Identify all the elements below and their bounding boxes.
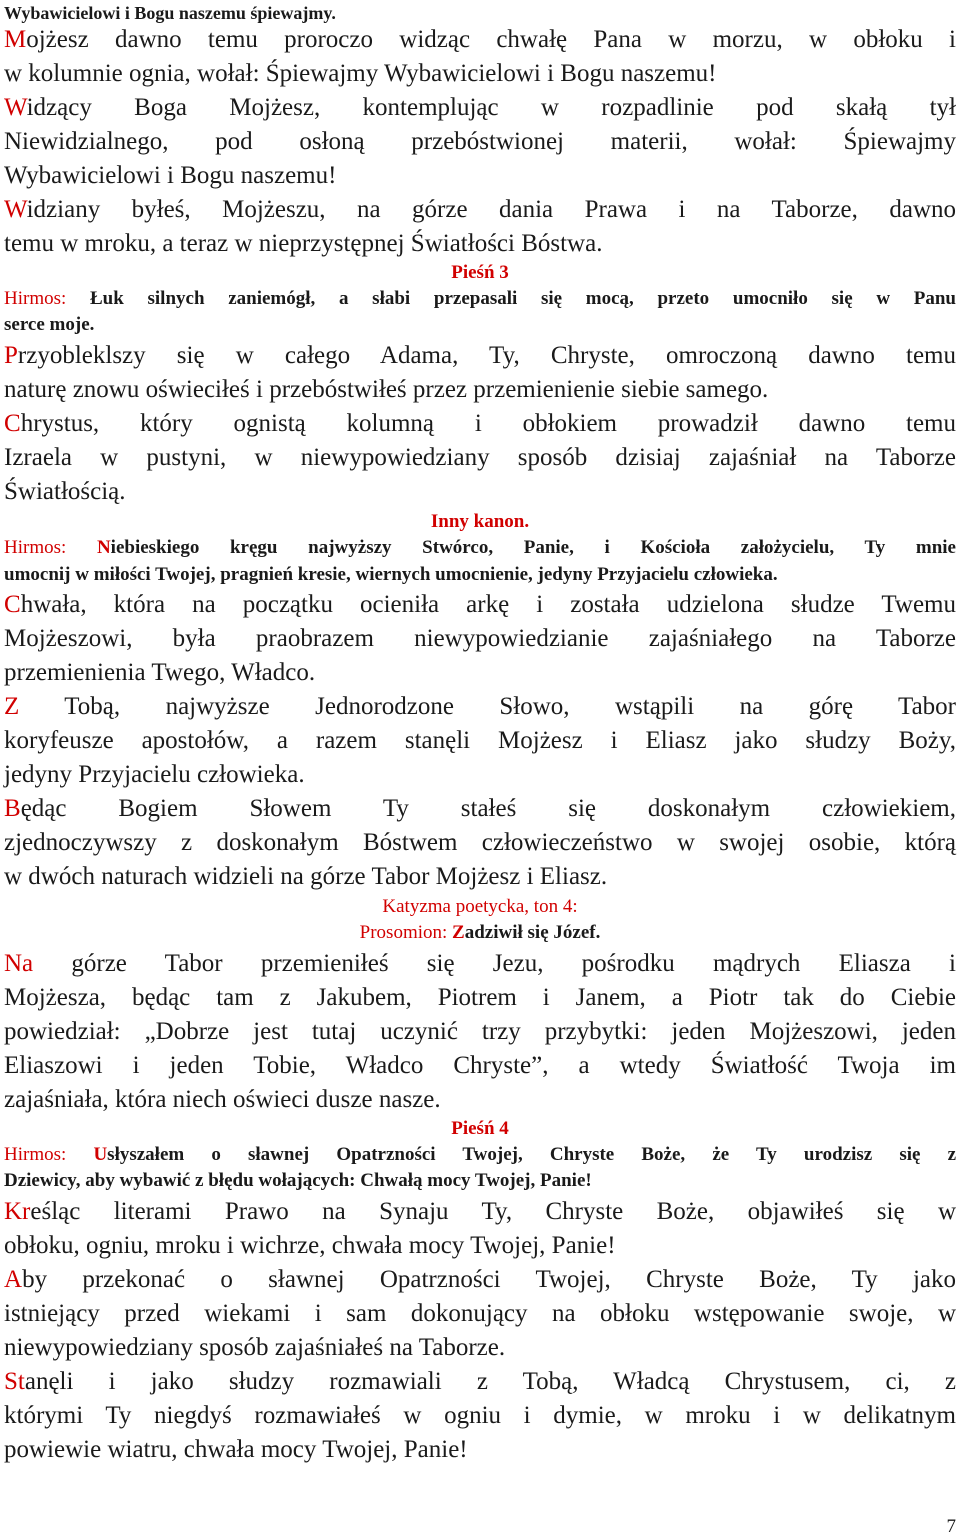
- text-run: istniejący przed wiekami i sam dokonujący na obłoku wstępowanie swoje, w: [4, 1300, 956, 1327]
- text-run: eśląc literami Prawo na Synaju Ty, Chryste Boże, objawiłeś się w: [30, 1198, 956, 1225]
- text-run: serce moje.: [4, 314, 95, 335]
- text-run: iebieskiego kręgu najwyższy Stwórco, Panie, i Kościoła założycielu, Ty mnie: [110, 537, 956, 558]
- text-line: [4, 1263, 956, 1297]
- text-run: jedyny Przyjacielu człowieka.: [4, 761, 305, 788]
- text-run: zajaśniała, która niech oświeci dusze nasze.: [4, 1086, 441, 1113]
- text-line: [4, 441, 956, 475]
- text-line: [4, 1195, 956, 1229]
- text-line: [4, 312, 956, 338]
- text-run: powiewie wiatru, chwała mocy Twojej, Panie!: [4, 1436, 468, 1463]
- text-line: [4, 339, 956, 373]
- text-run: W: [4, 196, 27, 223]
- text-line: [4, 1331, 956, 1365]
- text-run: Na: [4, 950, 34, 977]
- text-line: [4, 286, 956, 312]
- text-run: Hirmos:: [4, 537, 97, 558]
- text-run: Mojżesza, będąc tam z Jakubem, Piotrem i Janem, a Piotr tak do Ciebie: [4, 984, 956, 1011]
- text-run: Pieśń 4: [451, 1118, 509, 1139]
- text-run: Światłością.: [4, 478, 126, 505]
- text-line: [4, 1083, 956, 1117]
- text-line: [4, 91, 956, 125]
- text-run: ojżesz dawno temu proroczo widząc chwałę Pana w morzu, w obłoku i: [26, 26, 956, 53]
- text-run: Pieśń 3: [451, 262, 509, 283]
- text-run: niewypowiedziany sposób zajaśniałeś na Taborze.: [4, 1334, 506, 1361]
- text-run: C: [4, 410, 21, 437]
- text-run: temu w mroku, a teraz w nieprzystępnej Światłości Bóstwa.: [4, 230, 603, 257]
- text-run: powiedział: „Dobrze jest tutaj uczynić trzy przybytki: jeden Mojżeszowi, jeden: [4, 1018, 956, 1045]
- text-run: Izraela w pustyni, w niewypowiedziany sposób dzisiaj zajaśniał na Taborze: [4, 444, 956, 471]
- text-line: [4, 860, 956, 894]
- text-run: rzyobleklszy się w całego Adama, Ty, Chryste, omroczoną dawno temu: [17, 342, 956, 369]
- text-line: [4, 1015, 956, 1049]
- text-run: koryfeusze apostołów, a razem stanęli Mojżesz i Eliasz jako słudzy Boży,: [4, 727, 956, 754]
- text-line: [4, 981, 956, 1015]
- text-run: Mojżeszowi, była praobrazem niewypowiedzianie zajaśniałego na Taborze: [4, 625, 956, 652]
- text-run: U: [93, 1144, 108, 1165]
- text-run: St: [4, 1368, 25, 1395]
- text-line: [4, 23, 956, 57]
- text-line: [4, 656, 956, 690]
- text-run: M: [4, 26, 27, 53]
- text-line: [4, 792, 956, 826]
- text-line: [4, 1433, 956, 1467]
- text-run: przemienienia Twego, Władco.: [4, 659, 316, 686]
- text-run: umocnij w miłości Twojej, pragnień kresie, wiernych umocnienie, jedyny Przyjacielu człowieka.: [4, 564, 778, 585]
- text-run: Z: [452, 922, 465, 943]
- text-line: [4, 947, 956, 981]
- text-line: [4, 260, 956, 286]
- text-run: adziwił się Józef.: [464, 922, 601, 943]
- text-line: [4, 1399, 956, 1433]
- text-line: [4, 125, 956, 159]
- text-run: Łuk silnych zaniemógł, a słabi przepasali się mocą, przeto umocniło się w Panu: [89, 288, 957, 309]
- text-line: [4, 407, 956, 441]
- text-line: [4, 159, 956, 193]
- text-run: Prosomion:: [359, 922, 453, 943]
- text-run: P: [4, 342, 18, 369]
- text-run: Z: [4, 693, 20, 720]
- text-line: [4, 1297, 956, 1331]
- text-run: słyszałem o sławnej Opatrzności Twojej, Chryste Boże, że Ty urodzisz się z: [107, 1144, 957, 1165]
- text-run: Wybawicielowi i Bogu naszemu śpiewajmy.: [4, 3, 336, 23]
- text-run: Katyzma poetycka, ton 4:: [382, 896, 578, 917]
- text-run: górze Tabor przemieniłeś się Jezu, pośrodku mądrych Eliasza i: [33, 950, 956, 977]
- text-line: [4, 475, 956, 509]
- text-line: [4, 535, 956, 561]
- text-run: obłoku, ogniu, mroku i wichrze, chwała mocy Twojej, Panie!: [4, 1232, 616, 1259]
- text-line: [4, 690, 956, 724]
- text-run: w kolumnie ognia, wołał: Śpiewajmy Wybawicielowi i Bogu naszemu!: [4, 60, 717, 87]
- text-run: by przekonać o sławnej Opatrzności Twojej, Chryste Boże, Ty jako: [22, 1266, 956, 1293]
- text-line: [4, 1049, 956, 1083]
- text-run: hwała, która na początku ocieniła arkę i została udzielona słudze Twemu: [20, 591, 956, 618]
- page-number: 7: [946, 1516, 956, 1537]
- text-run: idzący Boga Mojżesz, kontemplując w rozpadlinie pod skałą tył: [26, 94, 956, 121]
- text-line: [4, 1365, 956, 1399]
- text-line: [4, 894, 956, 920]
- text-run: C: [4, 591, 21, 618]
- text-line: [4, 193, 956, 227]
- text-line: [4, 562, 956, 588]
- text-run: Wybawicielowi i Bogu naszemu!: [4, 162, 337, 189]
- text-run: B: [4, 795, 21, 822]
- text-run: ędąc Bogiem Słowem Ty stałeś się doskonałym człowiekiem,: [20, 795, 956, 822]
- text-run: Tobą, najwyższe Jednorodzone Słowo, wstąpili na górę Tabor: [19, 693, 956, 720]
- text-line: [4, 1116, 956, 1142]
- text-run: Hirmos:: [4, 1144, 94, 1165]
- text-run: idziany byłeś, Mojżeszu, na górze dania Prawa i na Taborze, dawno: [26, 196, 956, 223]
- text-run: W: [4, 94, 27, 121]
- text-run: zjednoczywszy z doskonałym Bóstwem człowieczeństwo w swojej osobie, którą: [4, 829, 956, 856]
- text-run: Inny kanon.: [430, 511, 530, 532]
- text-run: hrystus, który ognistą kolumną i obłokiem prowadził dawno temu: [20, 410, 956, 437]
- text-line: [4, 57, 956, 91]
- text-line: [4, 227, 956, 261]
- text-run: Hirmos:: [4, 288, 90, 309]
- text-run: Eliaszowi i jeden Tobie, Władco Chryste”, a wtedy Światłość Twoja im: [4, 1052, 956, 1079]
- text-line: [4, 588, 956, 622]
- text-line: [4, 826, 956, 860]
- text-line: [4, 724, 956, 758]
- text-line: [4, 622, 956, 656]
- text-run: A: [4, 1266, 23, 1293]
- text-run: którymi Ty niegdyś rozmawiałeś w ogniu i dymie, w mroku i w delikatnym: [4, 1402, 956, 1429]
- text-line: [4, 1168, 956, 1194]
- text-run: N: [96, 537, 111, 558]
- text-line: [4, 509, 956, 535]
- text-run: w dwóch naturach widzieli na górze Tabor Mojżesz i Eliasz.: [4, 863, 608, 890]
- text-line: [4, 1142, 956, 1168]
- text-run: Niewidzialnego, pod osłoną przebóstwionej materii, wołał: Śpiewajmy: [4, 128, 956, 155]
- text-line: [4, 373, 956, 407]
- text-run: anęli i jako słudzy rozmawiali z Tobą, Władcą Chrystusem, ci, z: [24, 1368, 956, 1395]
- text-line: [4, 1229, 956, 1263]
- text-run: naturę znowu oświeciłeś i przebóstwiłeś przez przemienienie siebie samego.: [4, 376, 769, 403]
- text-line: [4, 920, 956, 946]
- text-run: Dziewicy, aby wybawić z błędu wołających: Chwałą mocy Twojej, Panie!: [4, 1170, 592, 1191]
- text-line: [4, 758, 956, 792]
- text-run: Kr: [4, 1198, 31, 1225]
